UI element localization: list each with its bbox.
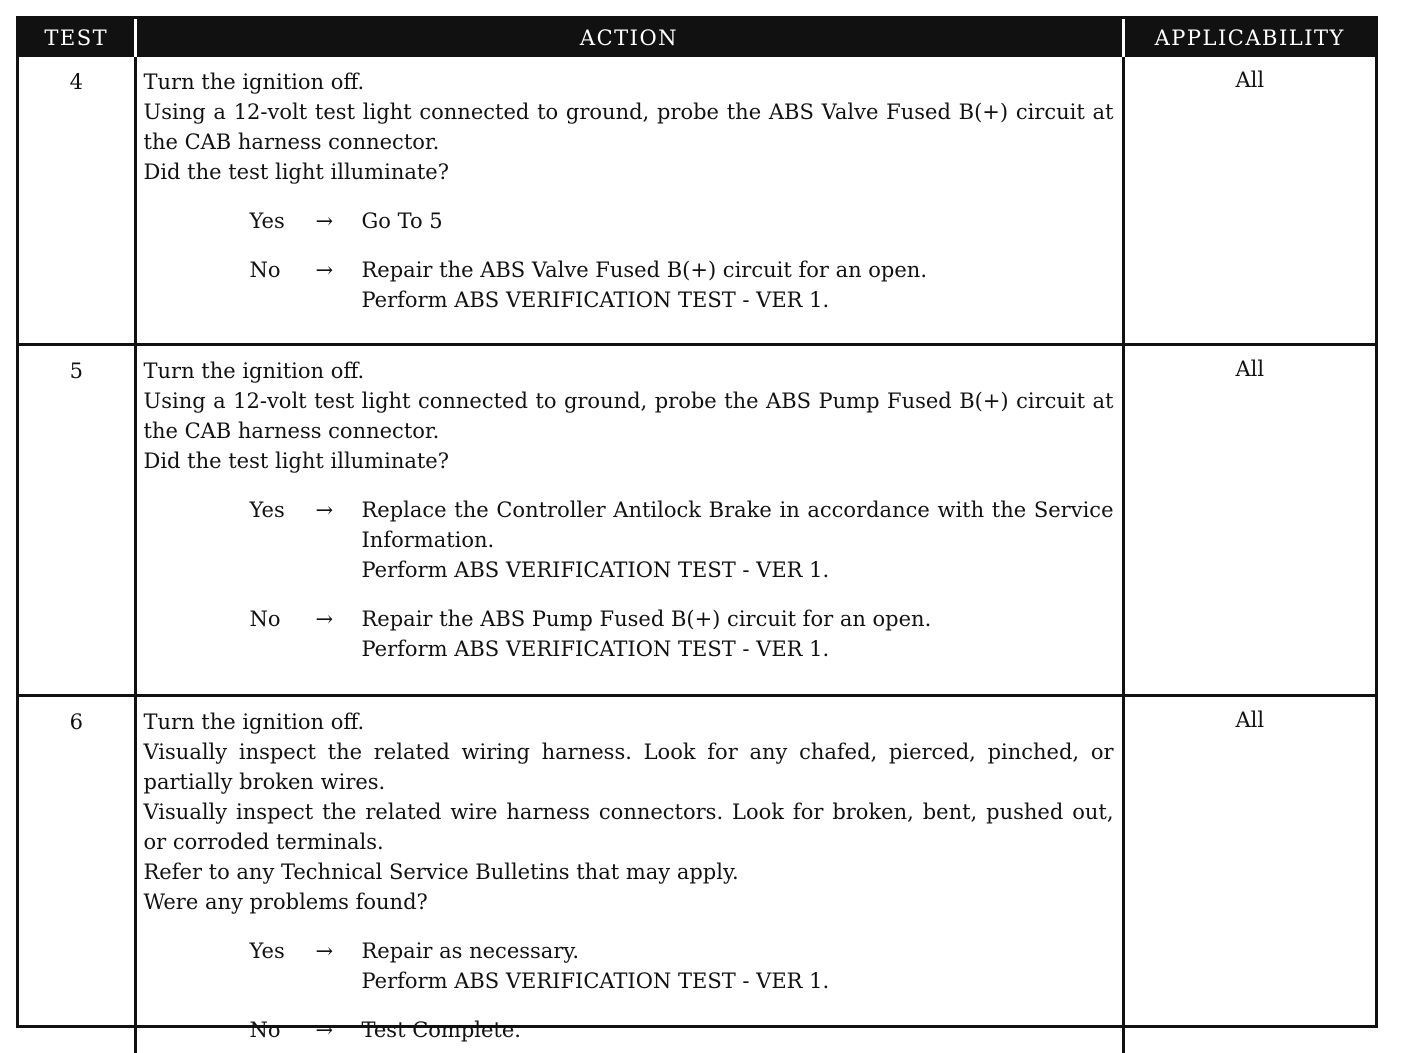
outcome-no bbox=[250, 1015, 1114, 1045]
outcome-no bbox=[250, 255, 1114, 315]
action-steps bbox=[144, 707, 1114, 917]
result-line: Perform ABS VERIFICATION TEST - VER 1. bbox=[362, 285, 1114, 315]
right-arrow-icon: → bbox=[316, 1015, 362, 1045]
result-line: Repair the ABS Valve Fused B(+) circuit for an open. bbox=[362, 255, 1114, 285]
test-number: 5 bbox=[19, 345, 135, 696]
result-line: Go To 5 bbox=[362, 206, 1114, 236]
result-line: Perform ABS VERIFICATION TEST - VER 1. bbox=[362, 634, 1114, 664]
action-step: Using a 12-volt test light connected to ground, probe the ABS Pump Fused B(+) circuit at the CAB harness connector. bbox=[144, 386, 1114, 446]
outcome-yes bbox=[250, 206, 1114, 236]
outcome-label: Yes bbox=[250, 936, 316, 996]
header-applicability: APPLICABILITY bbox=[1123, 19, 1375, 57]
outcome-result bbox=[362, 604, 1114, 664]
outcome-yes bbox=[250, 495, 1114, 585]
action-step: Turn the ignition off. bbox=[144, 67, 1114, 97]
action-cell bbox=[135, 696, 1123, 1053]
result-line: Test Complete. bbox=[362, 1015, 1114, 1045]
action-step: Visually inspect the related wire harness connectors. Look for broken, bent, pushed out, or corroded terminals. bbox=[144, 797, 1114, 857]
action-step: Turn the ignition off. bbox=[144, 707, 1114, 737]
result-line: Perform ABS VERIFICATION TEST - VER 1. bbox=[362, 555, 1114, 585]
right-arrow-icon: → bbox=[316, 936, 362, 996]
table-row bbox=[19, 57, 1375, 345]
diagnostic-table bbox=[19, 19, 1375, 1053]
outcome-label: No bbox=[250, 604, 316, 664]
header-action: ACTION bbox=[135, 19, 1123, 57]
action-step: Turn the ignition off. bbox=[144, 356, 1114, 386]
outcome-result bbox=[362, 936, 1114, 996]
table-row bbox=[19, 345, 1375, 696]
outcome-yes bbox=[250, 936, 1114, 996]
result-line: Repair the ABS Pump Fused B(+) circuit for an open. bbox=[362, 604, 1114, 634]
action-steps bbox=[144, 67, 1114, 187]
right-arrow-icon: → bbox=[316, 206, 362, 236]
action-cell bbox=[135, 57, 1123, 345]
outcome-label: No bbox=[250, 1015, 316, 1045]
result-line: Perform ABS VERIFICATION TEST - VER 1. bbox=[362, 966, 1114, 996]
applicability-cell: All bbox=[1123, 345, 1375, 696]
outcome-label: Yes bbox=[250, 495, 316, 585]
action-step: Were any problems found? bbox=[144, 887, 1114, 917]
outcome-result bbox=[362, 255, 1114, 315]
result-line: Replace the Controller Antilock Brake in accordance with the Service Information. bbox=[362, 495, 1114, 555]
outcome-result bbox=[362, 495, 1114, 585]
test-number: 4 bbox=[19, 57, 135, 345]
action-step: Did the test light illuminate? bbox=[144, 446, 1114, 476]
outcome-result bbox=[362, 206, 1114, 236]
outcome-label: No bbox=[250, 255, 316, 315]
result-line: Repair as necessary. bbox=[362, 936, 1114, 966]
action-step: Refer to any Technical Service Bulletins that may apply. bbox=[144, 857, 1114, 887]
action-cell bbox=[135, 345, 1123, 696]
action-step: Visually inspect the related wiring harness. Look for any chafed, pierced, pinched, or partially broken wires. bbox=[144, 737, 1114, 797]
outcome-label: Yes bbox=[250, 206, 316, 236]
outcome-no bbox=[250, 604, 1114, 664]
applicability-cell: All bbox=[1123, 57, 1375, 345]
table-row bbox=[19, 696, 1375, 1053]
action-steps bbox=[144, 356, 1114, 476]
diagnostic-procedure-sheet bbox=[16, 16, 1378, 1028]
action-step: Did the test light illuminate? bbox=[144, 157, 1114, 187]
right-arrow-icon: → bbox=[316, 255, 362, 315]
test-number: 6 bbox=[19, 696, 135, 1053]
header-row bbox=[19, 19, 1375, 57]
right-arrow-icon: → bbox=[316, 604, 362, 664]
action-step: Using a 12-volt test light connected to ground, probe the ABS Valve Fused B(+) circuit at the CAB harness connector. bbox=[144, 97, 1114, 157]
right-arrow-icon: → bbox=[316, 495, 362, 585]
applicability-cell: All bbox=[1123, 696, 1375, 1053]
outcome-result bbox=[362, 1015, 1114, 1045]
header-test: TEST bbox=[19, 19, 135, 57]
